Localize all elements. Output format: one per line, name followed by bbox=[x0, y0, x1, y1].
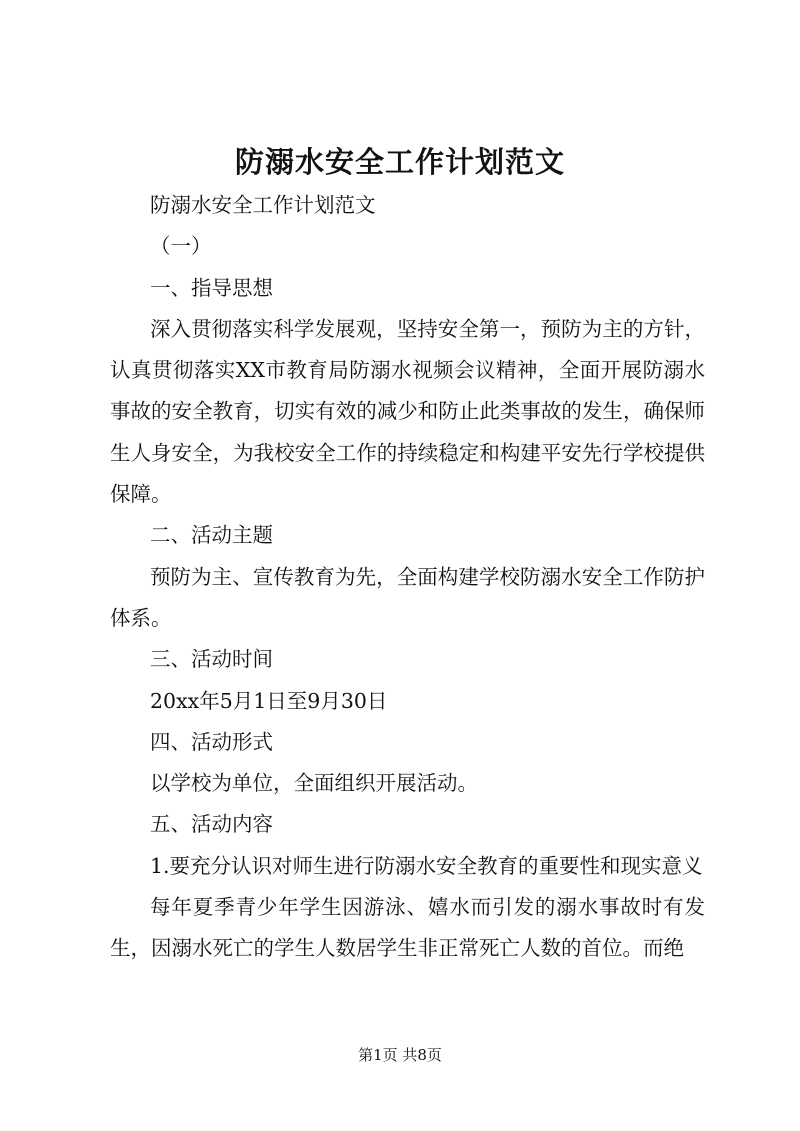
paragraph-content-item-1: 1.要充分认识对师生进行防溺水安全教育的重要性和现实意义 bbox=[150, 853, 703, 878]
paragraph-activity-form: 以学校为单位，全面组织开展活动。 bbox=[150, 771, 478, 796]
heading-activity-time: 三、活动时间 bbox=[150, 647, 273, 672]
heading-activity-theme: 二、活动主题 bbox=[150, 523, 273, 548]
heading-activity-content: 五、活动内容 bbox=[150, 812, 273, 837]
paragraph-section-number: （一） bbox=[150, 234, 212, 259]
page-footer: 第1页 共8页 bbox=[358, 1046, 442, 1064]
heading-guiding-ideology: 一、指导思想 bbox=[150, 275, 273, 300]
document-body bbox=[110, 185, 705, 970]
heading-activity-form: 四、活动形式 bbox=[150, 729, 273, 754]
paragraph-activity-theme: 预防为主、宣传教育为先，全面构建学校防溺水安全工作防护体系。 bbox=[110, 564, 705, 630]
paragraph-content-detail: 每年夏季青少年学生因游泳、嬉水而引发的溺水事故时有发生，因溺水死亡的学生人数居学生非正常死亡人数的首位。而绝 bbox=[110, 895, 705, 961]
document-title: 防溺水安全工作计划范文 bbox=[234, 145, 565, 179]
paragraph-activity-time: 20xx年5月1日至9月30日 bbox=[150, 688, 388, 713]
paragraph-subtitle: 防溺水安全工作计划范文 bbox=[150, 193, 376, 217]
paragraph-guiding-ideology: 深入贯彻落实科学发展观，坚持安全第一，预防为主的方针，认真贯彻落实XX市教育局防溺水视频会议精神，全面开展防溺水事故的安全教育，切实有效的减少和防止此类事故的发生，确保师生人身安全，为我校安全工作的持续稳定和构建平安先行学校提供保障。 bbox=[110, 316, 705, 507]
